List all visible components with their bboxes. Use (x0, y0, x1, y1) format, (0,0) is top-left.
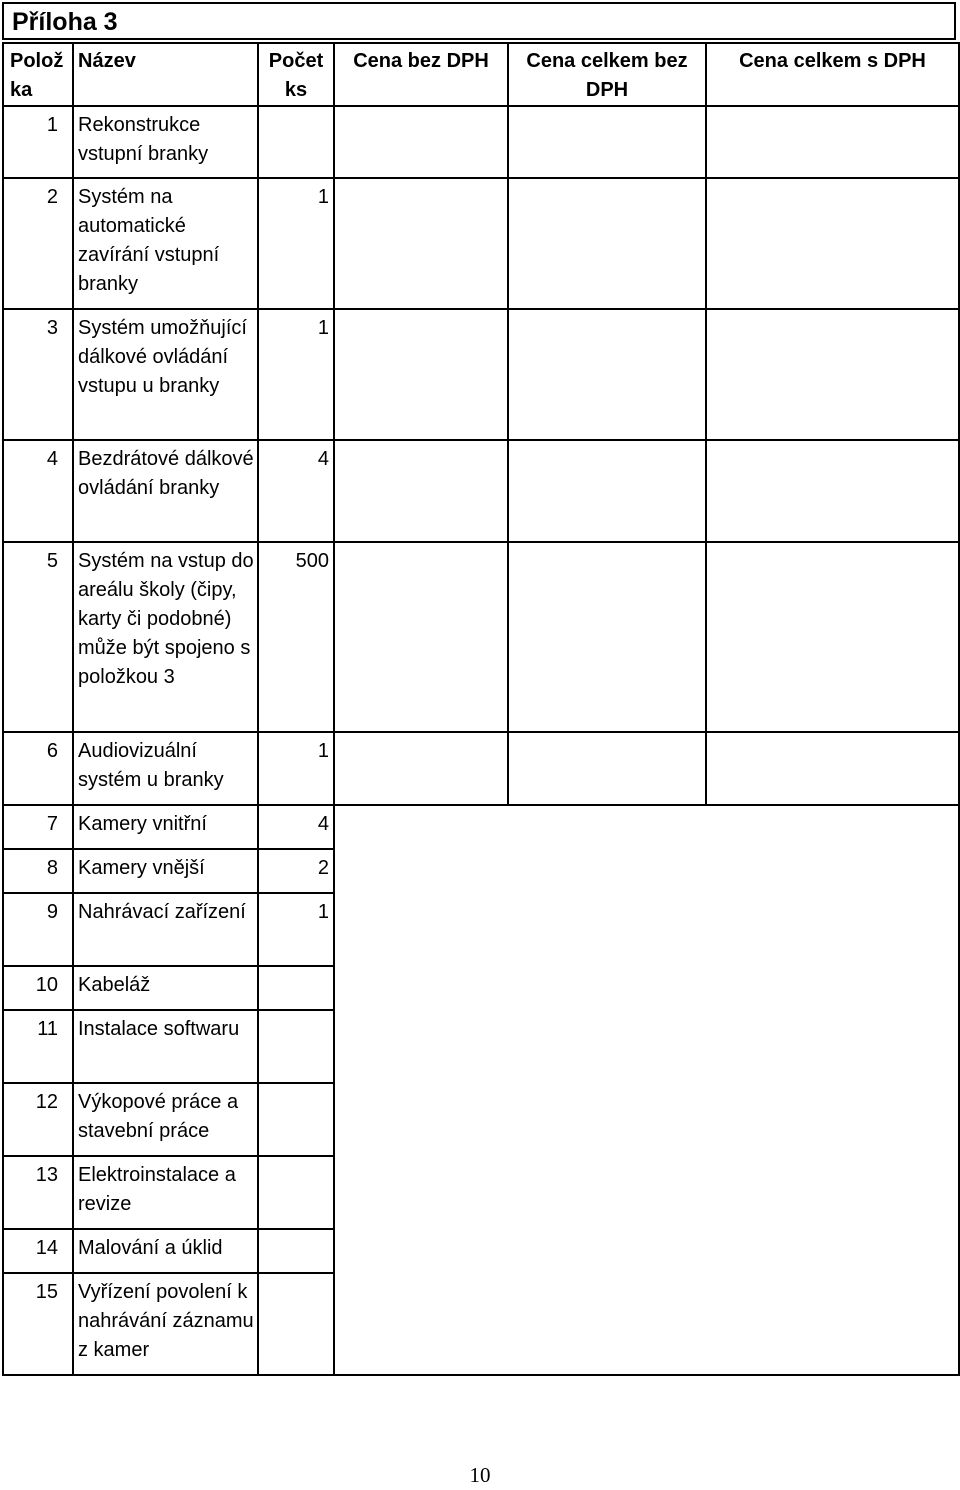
item-name-cell: Systém umožňující dálkové ovládání vstupu u branky (73, 309, 258, 440)
header-price-no-vat: Cena bez DPH (334, 43, 508, 106)
item-name-cell: Malování a úklid (73, 1229, 258, 1273)
item-number-cell: 4 (3, 440, 73, 542)
empty-price-area (334, 805, 959, 1375)
item-number-cell: 11 (3, 1010, 73, 1083)
price-cell (334, 178, 508, 309)
item-name-cell: Elektroinstalace a revize (73, 1156, 258, 1229)
item-name-cell: Instalace softwaru (73, 1010, 258, 1083)
quantity-cell: 1 (258, 309, 334, 440)
item-name-cell: Bezdrátové dálkové ovládání branky (73, 440, 258, 542)
total-no-vat-cell (508, 440, 706, 542)
item-name-cell: Systém na automatické zavírání vstupní branky (73, 178, 258, 309)
total-no-vat-cell (508, 309, 706, 440)
price-cell (334, 309, 508, 440)
total-no-vat-cell (508, 106, 706, 178)
total-no-vat-cell (508, 732, 706, 805)
item-number-cell: 6 (3, 732, 73, 805)
item-number-cell: 15 (3, 1273, 73, 1375)
price-cell (334, 732, 508, 805)
item-number-cell: 7 (3, 805, 73, 849)
table-row (3, 542, 959, 732)
item-name-cell: Kamery vnitřní (73, 805, 258, 849)
quantity-cell (258, 1010, 334, 1083)
price-cell (334, 440, 508, 542)
item-number-cell: 12 (3, 1083, 73, 1156)
page-number: 10 (469, 1463, 491, 1487)
total-no-vat-cell (508, 178, 706, 309)
item-number-cell: 2 (3, 178, 73, 309)
total-with-vat-cell (706, 309, 959, 440)
item-name-cell: Vyřízení povolení k nahrávání záznamu z kamer (73, 1273, 258, 1375)
title-box (2, 2, 956, 40)
quantity-cell (258, 1083, 334, 1156)
quantity-cell: 500 (258, 542, 334, 732)
header-total-with-vat: Cena celkem s DPH (706, 43, 959, 106)
item-name-cell: Rekonstrukce vstupní branky (73, 106, 258, 178)
table-row (3, 440, 959, 542)
total-no-vat-cell (508, 542, 706, 732)
header-name: Název (73, 43, 258, 106)
item-name-cell: Audiovizuální systém u branky (73, 732, 258, 805)
quantity-cell: 4 (258, 440, 334, 542)
header-quantity: Počet ks (258, 43, 334, 106)
table-row (3, 178, 959, 309)
item-number-cell: 10 (3, 966, 73, 1010)
price-cell (334, 106, 508, 178)
table-row (3, 309, 959, 440)
quantity-cell (258, 1273, 334, 1375)
item-name-cell: Kabeláž (73, 966, 258, 1010)
header-row (3, 43, 959, 106)
table-row (3, 805, 959, 849)
item-name-cell: Nahrávací zařízení (73, 893, 258, 966)
total-with-vat-cell (706, 732, 959, 805)
price-cell (334, 542, 508, 732)
item-number-cell: 5 (3, 542, 73, 732)
quantity-cell (258, 1156, 334, 1229)
item-name-cell: Kamery vnější (73, 849, 258, 893)
item-number-cell: 9 (3, 893, 73, 966)
item-name-cell: Systém na vstup do areálu školy (čipy, karty či podobné) může být spojeno s položkou 3 (73, 542, 258, 732)
quantity-cell: 4 (258, 805, 334, 849)
item-number-cell: 13 (3, 1156, 73, 1229)
quantity-cell: 1 (258, 732, 334, 805)
item-number-cell: 1 (3, 106, 73, 178)
total-with-vat-cell (706, 542, 959, 732)
quantity-cell (258, 106, 334, 178)
header-item-number: Polož ka (3, 43, 73, 106)
item-number-cell: 14 (3, 1229, 73, 1273)
total-with-vat-cell (706, 106, 959, 178)
quantity-cell (258, 1229, 334, 1273)
item-name-cell: Výkopové práce a stavební práce (73, 1083, 258, 1156)
item-number-cell: 8 (3, 849, 73, 893)
quantity-cell: 2 (258, 849, 334, 893)
items-table (2, 42, 960, 1376)
table-row (3, 106, 959, 178)
header-total-no-vat: Cena celkem bez DPH (508, 43, 706, 106)
item-number-cell: 3 (3, 309, 73, 440)
total-with-vat-cell (706, 440, 959, 542)
page-title: Příloha 3 (12, 8, 118, 36)
total-with-vat-cell (706, 178, 959, 309)
quantity-cell: 1 (258, 178, 334, 309)
quantity-cell: 1 (258, 893, 334, 966)
table-row (3, 732, 959, 805)
quantity-cell (258, 966, 334, 1010)
